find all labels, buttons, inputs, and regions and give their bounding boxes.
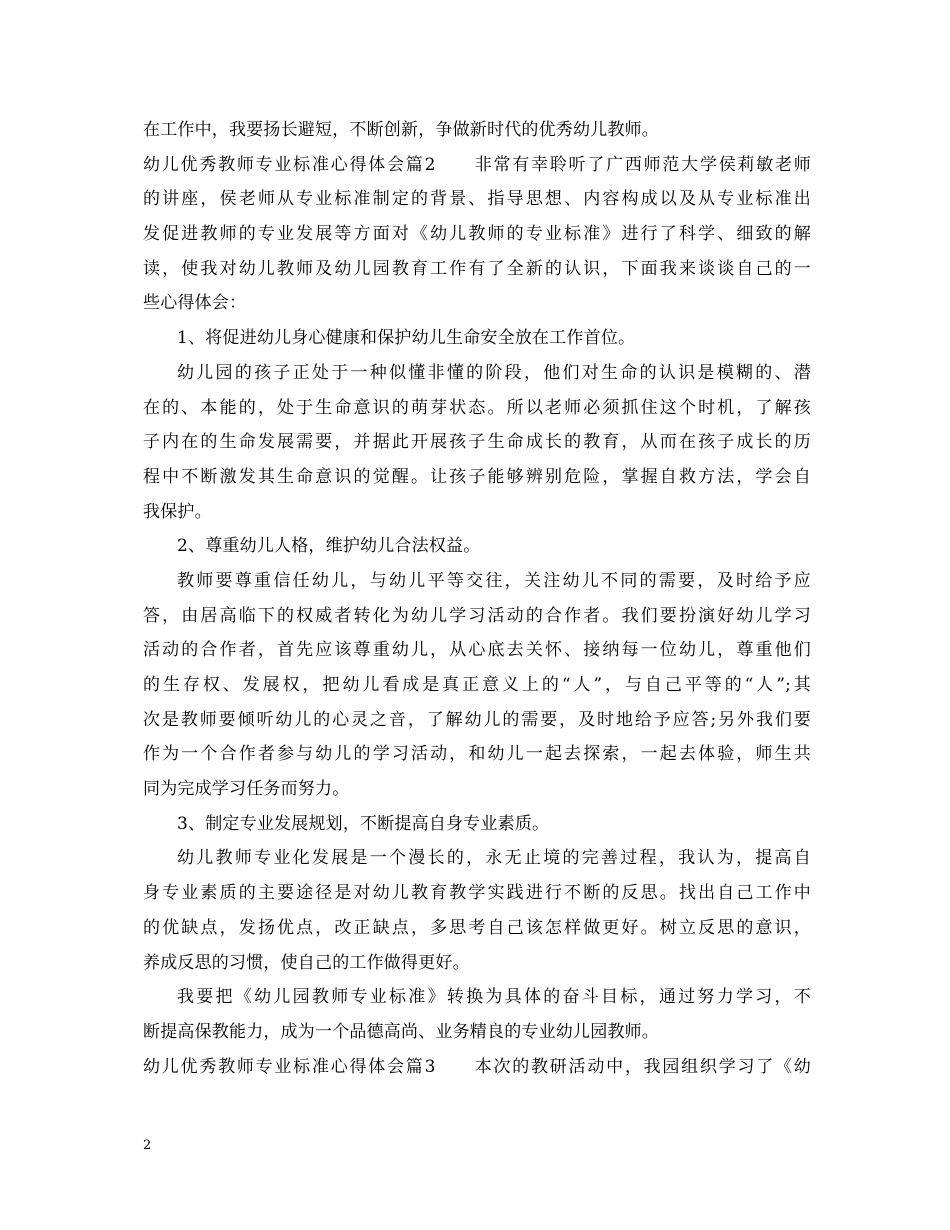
text-line: 幼儿优秀教师专业标准心得体会篇3 本次的教研活动中，我园组织学习了《幼 (143, 1056, 811, 1077)
text-line: 同为完成学习任务而努力。 (143, 779, 350, 800)
text-line: 幼儿园的孩子正处于一种似懂非懂的阶段，他们对生命的认识是模糊的、潜 (177, 362, 811, 383)
text-line: 发促进教师的专业发展等方面对《幼儿教师的专业标准》进行了科学、细致的解 (143, 224, 811, 245)
text-line: 教师要尊重信任幼儿，与幼儿平等交往，关注幼儿不同的需要，及时给予应 (177, 570, 811, 591)
text-line: 程中不断激发其生命意识的觉醒。让孩子能够辨别危险，掌握自救方法，学会自 (143, 466, 811, 487)
text-line: 幼儿教师专业化发展是一个漫长的，永无止境的完善过程，我认为，提高自 (177, 848, 811, 869)
text-line: 答，由居高临下的权威者转化为幼儿学习活动的合作者。我们要扮演好幼儿学习 (143, 605, 811, 626)
text-line: 养成反思的习惯，使自己的工作做得更好。 (143, 952, 470, 973)
text-line: 在的、本能的，处于生命意识的萌芽状态。所以老师必须抓住这个时机，了解孩 (143, 397, 811, 418)
text-line: 子内在的生命发展需要，并据此开展孩子生命成长的教育，从而在孩子成长的历 (143, 432, 811, 453)
text-line: 读，使我对幼儿教师及幼儿园教育工作有了全新的认识，下面我来谈谈自己的一 (143, 258, 811, 279)
text-line: 些心得体会： (143, 293, 247, 314)
text-line: 1、将促进幼儿身心健康和保护幼儿生命安全放在工作首位。 (177, 328, 636, 349)
text-line: 的优缺点，发扬优点，改正缺点，多思考自己该怎样做更好。树立反思的意识， (143, 917, 811, 938)
text-line: 在工作中，我要扬长避短，不断创新，争做新时代的优秀幼儿教师。 (143, 120, 659, 140)
text-line: 活动的合作者，首先应该尊重幼儿，从心底去关怀、接纳每一位幼儿，尊重他们 (143, 640, 811, 661)
text-line: 身专业素质的主要途径是对幼儿教育教学实践进行不断的反思。找出自己工作中 (143, 883, 811, 904)
text-line: 断提高保教能力，成为一个品德高尚、业务精良的专业幼儿园教师。 (143, 1021, 659, 1042)
page-number: 2 (143, 1138, 152, 1153)
text-line: 我保护。 (143, 501, 212, 522)
text-line: 幼儿优秀教师专业标准心得体会篇2 非常有幸聆听了广西师范大学侯莉敏老师 (143, 154, 811, 175)
text-line: 我要把《幼儿园教师专业标准》转换为具体的奋斗目标，通过努力学习，不 (177, 987, 811, 1008)
text-line: 2、尊重幼儿人格，维护幼儿合法权益。 (177, 536, 481, 557)
document-body (143, 113, 811, 1084)
text-line: 作为一个合作者参与幼儿的学习活动，和幼儿一起去探索，一起去体验，师生共 (143, 744, 811, 765)
text-line: 3、制定专业发展规划，不断提高自身专业素质。 (177, 813, 550, 834)
text-line: 的生存权、发展权，把幼儿看成是真正意义上的“人”，与自己平等的“人”;其 (143, 675, 811, 695)
text-line: 次是教师要倾听幼儿的心灵之音，了解幼儿的需要，及时地给予应答;另外我们要 (143, 709, 811, 730)
text-line: 的讲座，侯老师从专业标准制定的背景、指导思想、内容构成以及从专业标准出 (143, 189, 811, 210)
